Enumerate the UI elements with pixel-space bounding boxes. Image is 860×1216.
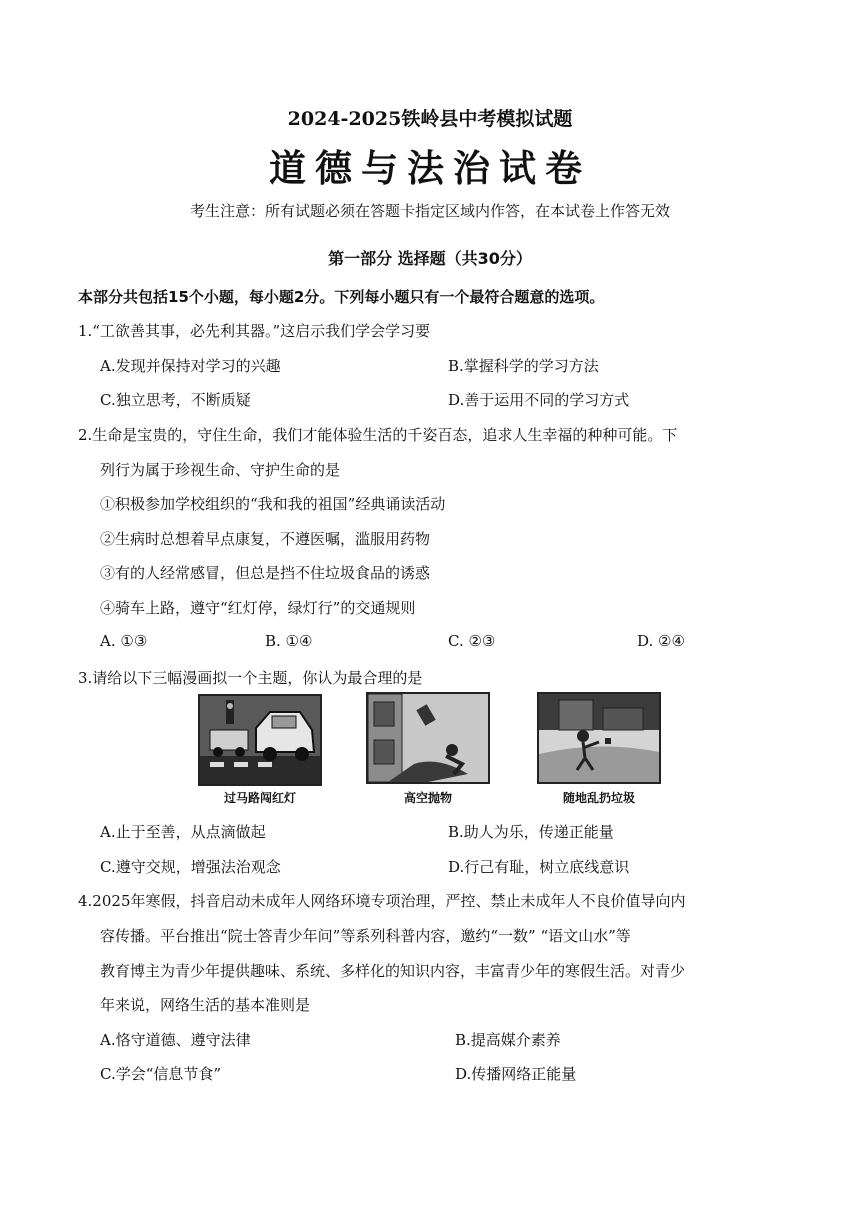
comic-high-altitude-throwing xyxy=(366,692,490,784)
question-1-option-a: A.发现并保持对学习的兴趣 xyxy=(100,357,281,375)
comic-littering xyxy=(537,692,661,784)
question-2-option-a: A. ①③ xyxy=(100,632,148,650)
question-4-stem-line-1: 4.2025年寒假，抖音启动未成年人网络环境专项治理，严控、禁止未成年人不良价值导向内 xyxy=(78,892,686,910)
car-icon xyxy=(200,696,320,784)
question-2-stem-line-2: 列行为属于珍视生命、守护生命的是 xyxy=(100,461,341,479)
exam-title: 道德与法治试卷 xyxy=(269,146,591,190)
question-3-option-a: A.止于至善，从点滴做起 xyxy=(100,823,266,841)
exam-subtitle: 2024-2025铁岭县中考模拟试题 xyxy=(287,108,573,130)
question-2-option-c: C. ②③ xyxy=(448,632,496,650)
question-4-stem-line-4: 年来说，网络生活的基本准则是 xyxy=(100,996,311,1014)
question-4-option-a: A.恪守道德、遵守法律 xyxy=(100,1031,251,1049)
question-3-option-d: D.行己有耻，树立底线意识 xyxy=(448,858,630,876)
question-2-stem-line-1: 2.生命是宝贵的，守住生命，我们才能体验生活的千姿百态，追求人生幸福的种种可能。下 xyxy=(78,426,678,444)
falling-object-icon xyxy=(368,694,488,782)
question-4-stem-line-2: 容传播。平台推出“院士答青少年问”等系列科普内容，邀约“一数” “语文山水”等 xyxy=(100,927,631,945)
comic-red-light xyxy=(198,694,322,786)
question-1-option-b: B.掌握科学的学习方法 xyxy=(448,357,599,375)
question-2-item-1: ①积极参加学校组织的“我和我的祖国”经典诵读活动 xyxy=(100,495,446,513)
question-2-item-4: ④骑车上路，遵守“红灯停，绿灯行”的交通规则 xyxy=(100,599,416,617)
question-3-option-c: C.遵守交规，增强法治观念 xyxy=(100,858,281,876)
section-title: 第一部分 选择题（共30分） xyxy=(328,249,532,268)
question-1-option-c: C.独立思考，不断质疑 xyxy=(100,391,251,409)
exam-notice: 考生注意：所有试题必须在答题卡指定区域内作答，在本试卷上作答无效 xyxy=(189,202,670,220)
question-3-option-b: B.助人为乐，传递正能量 xyxy=(448,823,614,841)
question-2-item-2: ②生病时总想着早点康复，不遵医嘱，滥服用药物 xyxy=(100,530,431,548)
comic-caption-3: 随地乱扔垃圾 xyxy=(562,791,635,805)
question-4-option-c: C.学会“信息节食” xyxy=(100,1065,222,1083)
section-instructions: 本部分共包括15个小题，每小题2分。下列每小题只有一个最符合题意的选项。 xyxy=(78,288,605,306)
question-3-stem: 3.请给以下三幅漫画拟一个主题，你认为最合理的是 xyxy=(78,669,423,687)
litter-icon xyxy=(539,694,659,782)
comic-caption-1: 过马路闯红灯 xyxy=(223,791,296,805)
comic-caption-2: 高空抛物 xyxy=(403,791,452,805)
question-4-stem-line-3: 教育博主为青少年提供趣味、系统、多样化的知识内容，丰富青少年的寒假生活。对青少 xyxy=(100,962,686,980)
question-2-option-d: D. ②④ xyxy=(637,632,685,650)
question-4-option-b: B.提高媒介素养 xyxy=(455,1031,561,1049)
question-2-option-b: B. ①④ xyxy=(265,632,313,650)
question-1-stem: 1.“工欲善其事，必先利其器。”这启示我们学会学习要 xyxy=(78,322,431,340)
question-4-option-d: D.传播网络正能量 xyxy=(455,1065,577,1083)
question-2-item-3: ③有的人经常感冒，但总是挡不住垃圾食品的诱惑 xyxy=(100,564,431,582)
question-1-option-d: D.善于运用不同的学习方式 xyxy=(448,391,630,409)
